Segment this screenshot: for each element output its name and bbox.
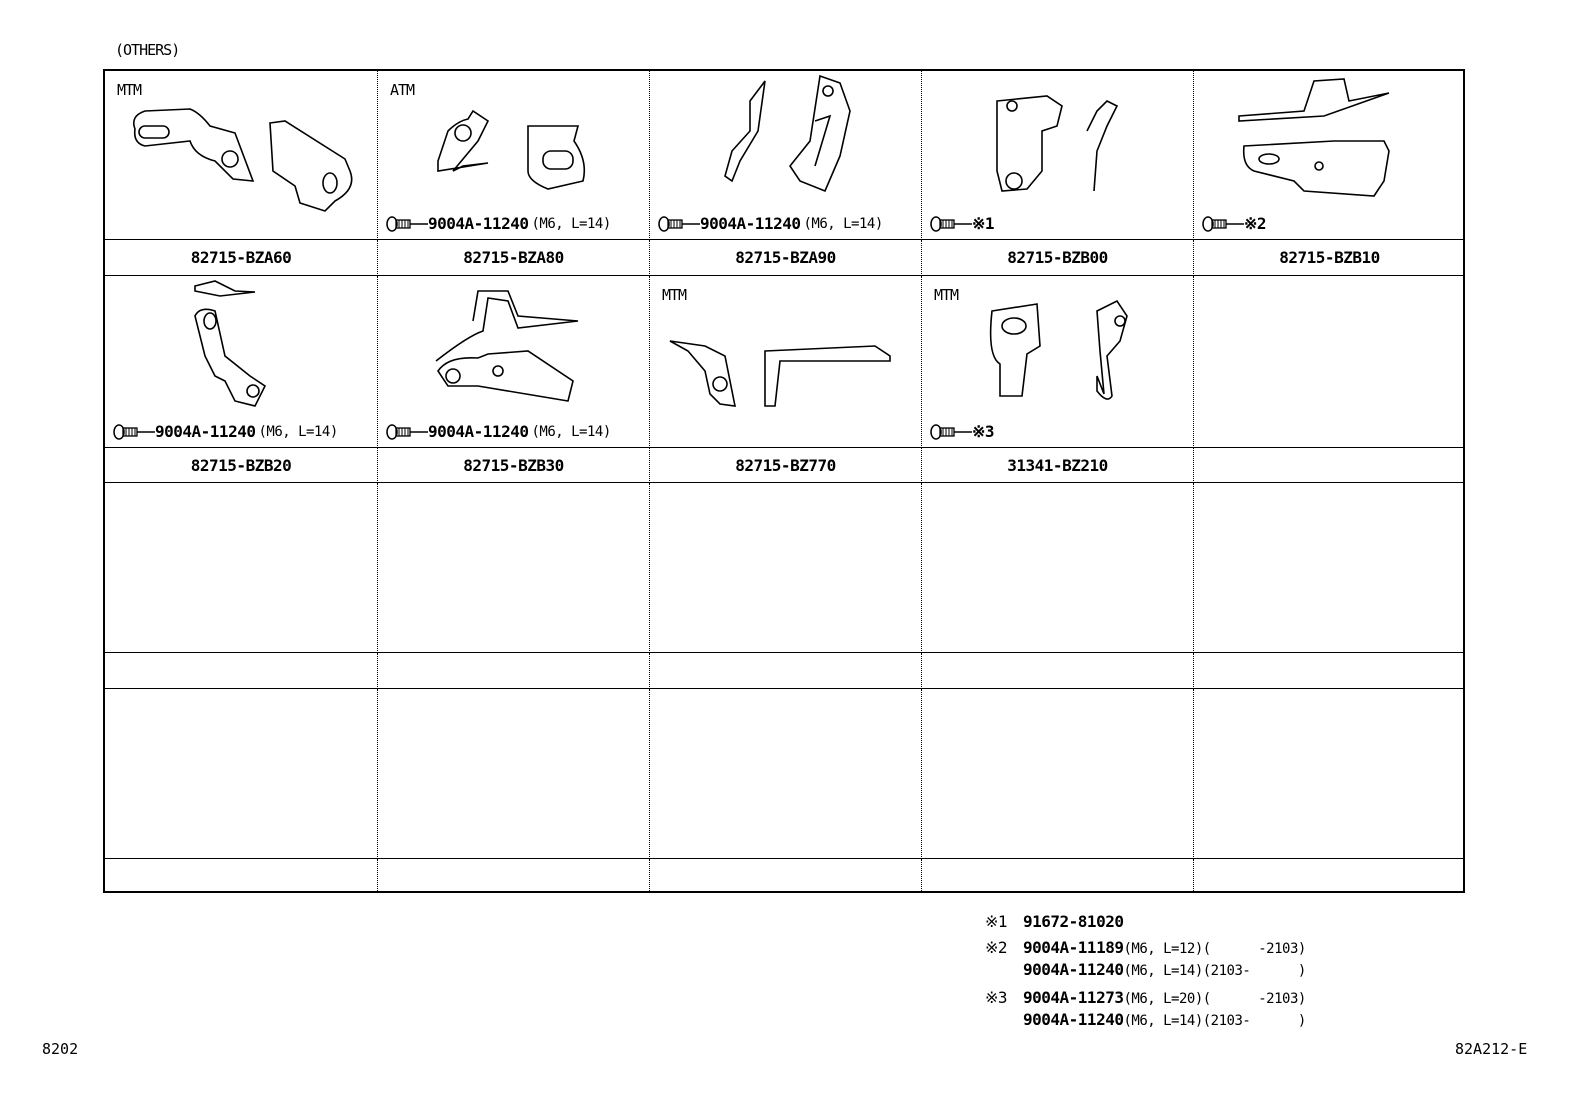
part-number-cell [1194, 653, 1465, 689]
footnote-mark: ※1 [985, 912, 1008, 931]
part-number-cell [650, 653, 922, 689]
part-number[interactable]: 82715-BZA90 [735, 248, 836, 267]
part-illustration-cell [650, 276, 922, 448]
footnote-mark: ※2 [985, 938, 1008, 957]
footnote [985, 912, 1123, 931]
part-illustration-cell [105, 276, 378, 448]
part-number-cell [1194, 448, 1465, 483]
part-illustration-cell [922, 276, 1194, 448]
page-code-left: 8202 [42, 1040, 79, 1058]
part-number-cell [650, 240, 922, 276]
bolt-icon [930, 423, 972, 441]
part-number-cell [922, 859, 1194, 893]
part-illustration-cell [922, 71, 1194, 240]
part-number-cell [105, 859, 378, 893]
image-cell [650, 689, 922, 859]
part-illustration-cell [378, 71, 650, 240]
part-illustration-cell [1194, 71, 1465, 240]
variant-tag: MTM [934, 286, 959, 304]
image-cell [922, 483, 1194, 653]
part-number[interactable]: 82715-BZ770 [735, 456, 836, 475]
fastener-spec: (M6, L=14) [803, 215, 883, 232]
variant-tag: MTM [117, 81, 142, 99]
part-number[interactable]: 82715-BZB10 [1279, 248, 1380, 267]
bolt-icon [930, 215, 972, 233]
part-number-cell [922, 240, 1194, 276]
fastener-spec: (M6, L=14) [258, 423, 338, 440]
part-number[interactable]: 82715-BZB20 [190, 456, 292, 475]
bolt-icon [658, 215, 700, 233]
fastener-note [386, 422, 611, 441]
part-illustration-cell [650, 71, 922, 240]
image-cell [105, 689, 378, 859]
footnote-part-number[interactable]: 9004A-11240 [1023, 960, 1124, 979]
fastener-part-number: 9004A-11240 [155, 422, 256, 441]
fastener-spec: (M6, L=14) [531, 423, 611, 440]
image-cell [650, 483, 922, 653]
bracket-illustration [105, 71, 377, 221]
part-number[interactable]: 82715-BZA80 [463, 248, 564, 267]
part-number-cell [922, 448, 1194, 483]
part-number[interactable]: 82715-BZB30 [463, 456, 564, 475]
part-number-cell [378, 859, 650, 893]
bracket-illustration [378, 71, 650, 221]
footnote-mark: ※3 [985, 988, 1008, 1007]
fastener-note [1202, 214, 1269, 233]
part-number-cell [378, 653, 650, 689]
footnote-spec: (M6, L=14)(2103- ) [1123, 963, 1306, 979]
footnote [985, 960, 1306, 979]
fastener-note [386, 214, 611, 233]
part-number-cell [378, 240, 650, 276]
part-number-cell [105, 448, 378, 483]
bracket-illustration [922, 71, 1194, 221]
variant-tag: MTM [662, 286, 687, 304]
fastener-part-number: 9004A-11240 [428, 214, 529, 233]
footnote-part-number[interactable]: 9004A-11240 [1023, 1010, 1124, 1029]
part-number-cell [105, 653, 378, 689]
image-cell [1194, 689, 1465, 859]
part-number-cell [1194, 859, 1465, 893]
part-illustration-cell [105, 71, 378, 240]
bolt-icon [1202, 215, 1244, 233]
footnote-part-number[interactable]: 91672-81020 [1023, 912, 1124, 931]
footnote-part-number[interactable]: 9004A-11273 [1023, 988, 1124, 1007]
image-cell [378, 689, 650, 859]
footnote [985, 938, 1306, 957]
part-number[interactable]: 31341-BZ210 [1007, 456, 1108, 475]
fastener-note [658, 214, 883, 233]
part-illustration-cell [1194, 276, 1465, 448]
part-number[interactable]: 82715-BZB00 [1007, 248, 1108, 267]
fastener-part-number: ※1 [972, 214, 995, 233]
bracket-illustration [105, 276, 377, 426]
footnote [985, 988, 1306, 1007]
bracket-illustration [650, 276, 922, 426]
part-number-cell [378, 448, 650, 483]
bolt-icon [386, 423, 428, 441]
variant-tag: ATM [390, 81, 415, 99]
bracket-illustration [650, 71, 922, 221]
part-number-cell [650, 859, 922, 893]
bracket-illustration [378, 276, 650, 426]
footnote-spec: (M6, L=20)( -2103) [1123, 991, 1306, 1007]
footnote-part-number[interactable]: 9004A-11189 [1023, 938, 1124, 957]
bolt-icon [386, 215, 428, 233]
parts-grid [103, 69, 1465, 893]
image-cell [105, 483, 378, 653]
part-number-cell [1194, 240, 1465, 276]
part-number-cell [105, 240, 378, 276]
fastener-spec: (M6, L=14) [531, 215, 611, 232]
fastener-note [113, 422, 338, 441]
fastener-note [930, 214, 997, 233]
part-number[interactable]: 82715-BZA60 [190, 248, 292, 267]
image-cell [922, 689, 1194, 859]
footnote-spec: (M6, L=14)(2103- ) [1123, 1013, 1306, 1029]
fastener-part-number: ※3 [972, 422, 995, 441]
footnote-spec: (M6, L=12)( -2103) [1123, 941, 1306, 957]
fastener-note [930, 422, 997, 441]
fastener-part-number: ※2 [1244, 214, 1267, 233]
image-cell [378, 483, 650, 653]
part-illustration-cell [378, 276, 650, 448]
bracket-illustration [1194, 71, 1466, 221]
part-number-cell [922, 653, 1194, 689]
fastener-part-number: 9004A-11240 [428, 422, 529, 441]
fastener-part-number: 9004A-11240 [700, 214, 801, 233]
footnote [985, 1010, 1306, 1029]
page-code-right: 82A212-E [1455, 1040, 1528, 1058]
part-number-cell [650, 448, 922, 483]
image-cell [1194, 483, 1465, 653]
bracket-illustration [922, 276, 1194, 426]
section-title: (OTHERS) [115, 41, 180, 59]
bolt-icon [113, 423, 155, 441]
